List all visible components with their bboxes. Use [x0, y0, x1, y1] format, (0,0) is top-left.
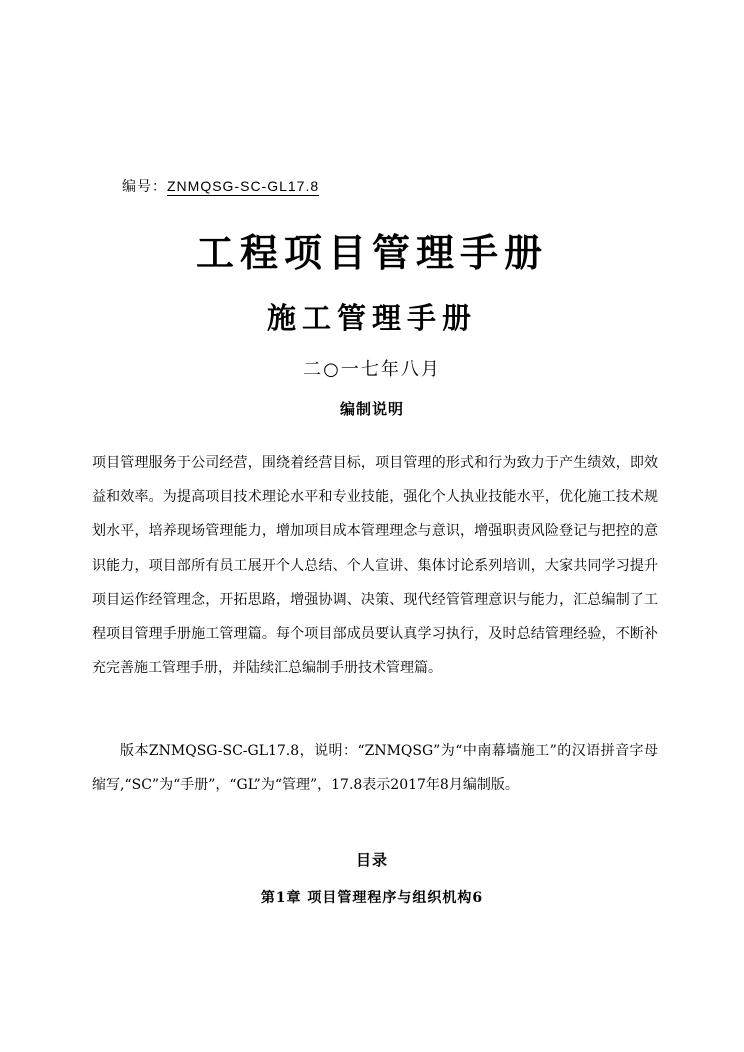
- main-title: 工程项目管理手册: [195, 230, 548, 275]
- document-number-label: 编号：: [122, 179, 167, 195]
- toc-item-chapter-1[interactable]: 第1章 项目管理程序与组织机构6: [260, 890, 484, 906]
- compilation-note-paragraph-1: 项目管理服务于公司经营，围绕着经营目标，项目管理的形式和行为致力于产生绩效，即效益和效率。为提高项目技术理论水平和专业技能，强化个人执业技能水平，优化施工技术规划水平，培养现场管理能力，增加项目成本管理理念与意识，增强职责风险登记与把控的意识能力，项目部所有员工展开个人总结、个人宣讲、集体讨论系列培训，大家共同学习提升项目运作经管理念，开拓思路，增强协调、决策、现代经管管理意识与能力，汇总编制了工程项目管理手册施工管理篇。每个项目部成员要认真学习执行，及时总结管理经验，不断补充完善施工管理手册，并陆续汇总编制手册技术管理篇。: [92, 455, 658, 677]
- document-number: [122, 176, 319, 196]
- sub-title: 施工管理手册: [266, 301, 477, 335]
- document-number-code: ZNMQSG-SC-GL17.8: [167, 178, 320, 194]
- compilation-note-paragraph-2: 版本ZNMQSG-SC-GL17.8，说明：“ZNMQSG”为“中南幕墙施工”的汉语拼音字母缩写,“SC”为“手册”，“GL”为“管理”，17.8表示2017年8月编制版。: [92, 743, 658, 794]
- compilation-note-heading: 编制说明: [339, 400, 404, 418]
- date-line: 二○一七年八月: [303, 359, 441, 380]
- toc-heading: 目录: [355, 851, 388, 869]
